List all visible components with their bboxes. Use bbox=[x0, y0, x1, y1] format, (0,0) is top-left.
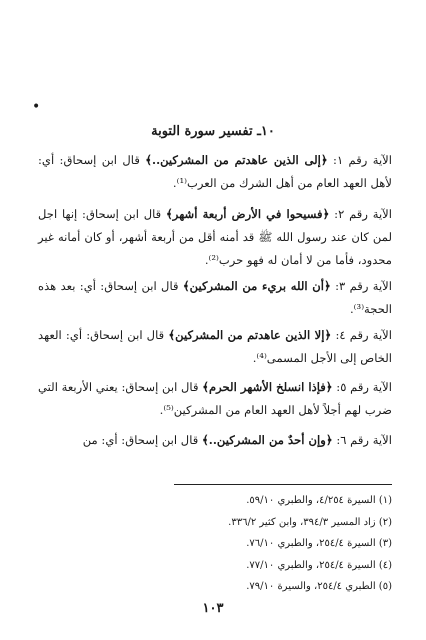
verse-quote: ﴿إلا الذين عاهدتم من المشركين﴾ bbox=[168, 328, 332, 342]
verse-entry-4 bbox=[38, 324, 392, 370]
corner-mark: • bbox=[32, 99, 41, 115]
verse-entry-3 bbox=[38, 275, 392, 321]
verse-entry-1 bbox=[38, 149, 392, 195]
verse-number: الآية رقم ٣: bbox=[330, 279, 393, 293]
footnote-divider bbox=[174, 484, 392, 485]
verse-number: الآية رقم ١: bbox=[327, 153, 393, 167]
verse-commentary: قال ابن إسحاق: أي: العهد الخاص إلى الأجل المسمى⁽⁴⁾. bbox=[38, 328, 392, 365]
verse-commentary: قال ابن إسحاق: يعني الأربعة التي ضرب لهم أجلاً لأهل العهد العام من المشركين⁽⁵⁾. bbox=[38, 380, 392, 417]
verse-quote: ﴿إلى الذين عاهدتم من المشركين..﴾ bbox=[145, 153, 328, 167]
footnote-2: (٢) زاد المسير ٣٩٤/٣، وابن كثير ٣٣٦/٢. bbox=[228, 516, 392, 528]
verse-entry-2 bbox=[38, 203, 392, 272]
footnotes bbox=[40, 490, 392, 598]
verse-number: الآية رقم ٤: bbox=[331, 328, 393, 342]
footnote-1: (١) السيرة ٤/٢٥٤، والطبري ٥٩/١٠. bbox=[246, 495, 392, 506]
page-number: ١٠٣ bbox=[202, 601, 224, 616]
verse-commentary: قال ابن إسحاق: أي: من bbox=[82, 433, 202, 447]
verse-number: الآية رقم ٦: bbox=[332, 433, 392, 447]
verse-quote: ﴿فسيحوا في الأرض أربعة أشهر﴾ bbox=[166, 207, 330, 221]
section-heading: ١٠ـ تفسير سورة التوبة bbox=[151, 124, 275, 139]
verse-entry-6 bbox=[38, 429, 392, 452]
verse-quote: ﴿فإذا انسلخ الأشهر الحرم﴾ bbox=[202, 380, 333, 394]
verse-quote: ﴿أن الله بريء من المشركين﴾ bbox=[182, 279, 331, 293]
verse-number: الآية رقم ٥: bbox=[332, 380, 392, 394]
verse-quote: ﴿وإن أحدٌ من المشركين..﴾ bbox=[202, 433, 333, 447]
verse-commentary: قال ابن إسحاق: أي: لأهل العهد العام من أهل الشرك من العرب⁽¹⁾. bbox=[38, 153, 392, 190]
footnote-5: (٥) الطبري ٢٥٤/٤، والسيرة ٧٩/١٠. bbox=[246, 581, 392, 592]
verse-number: الآية رقم ٢: bbox=[329, 207, 393, 221]
footnote-4: (٤) السيرة ٢٥٤/٤، والطبري ٧٧/١٠. bbox=[246, 559, 392, 571]
verse-commentary: قال ابن إسحاق: أي: بعد هذه الحجة⁽³⁾. bbox=[38, 279, 392, 316]
verse-commentary: قال ابن إسحاق: إنها اجل لمن كان عند رسول الله ﷺ قد أمنه أقل من أربعة أشهر، أو كان أمانه غير محدود، فأما من لا أمان له فهو حرب⁽²⁾. bbox=[38, 207, 392, 267]
verse-entry-5 bbox=[38, 376, 392, 422]
footnote-3: (٣) السيرة ٢٥٤/٤، والطبري ٧٦/١٠. bbox=[246, 538, 392, 549]
